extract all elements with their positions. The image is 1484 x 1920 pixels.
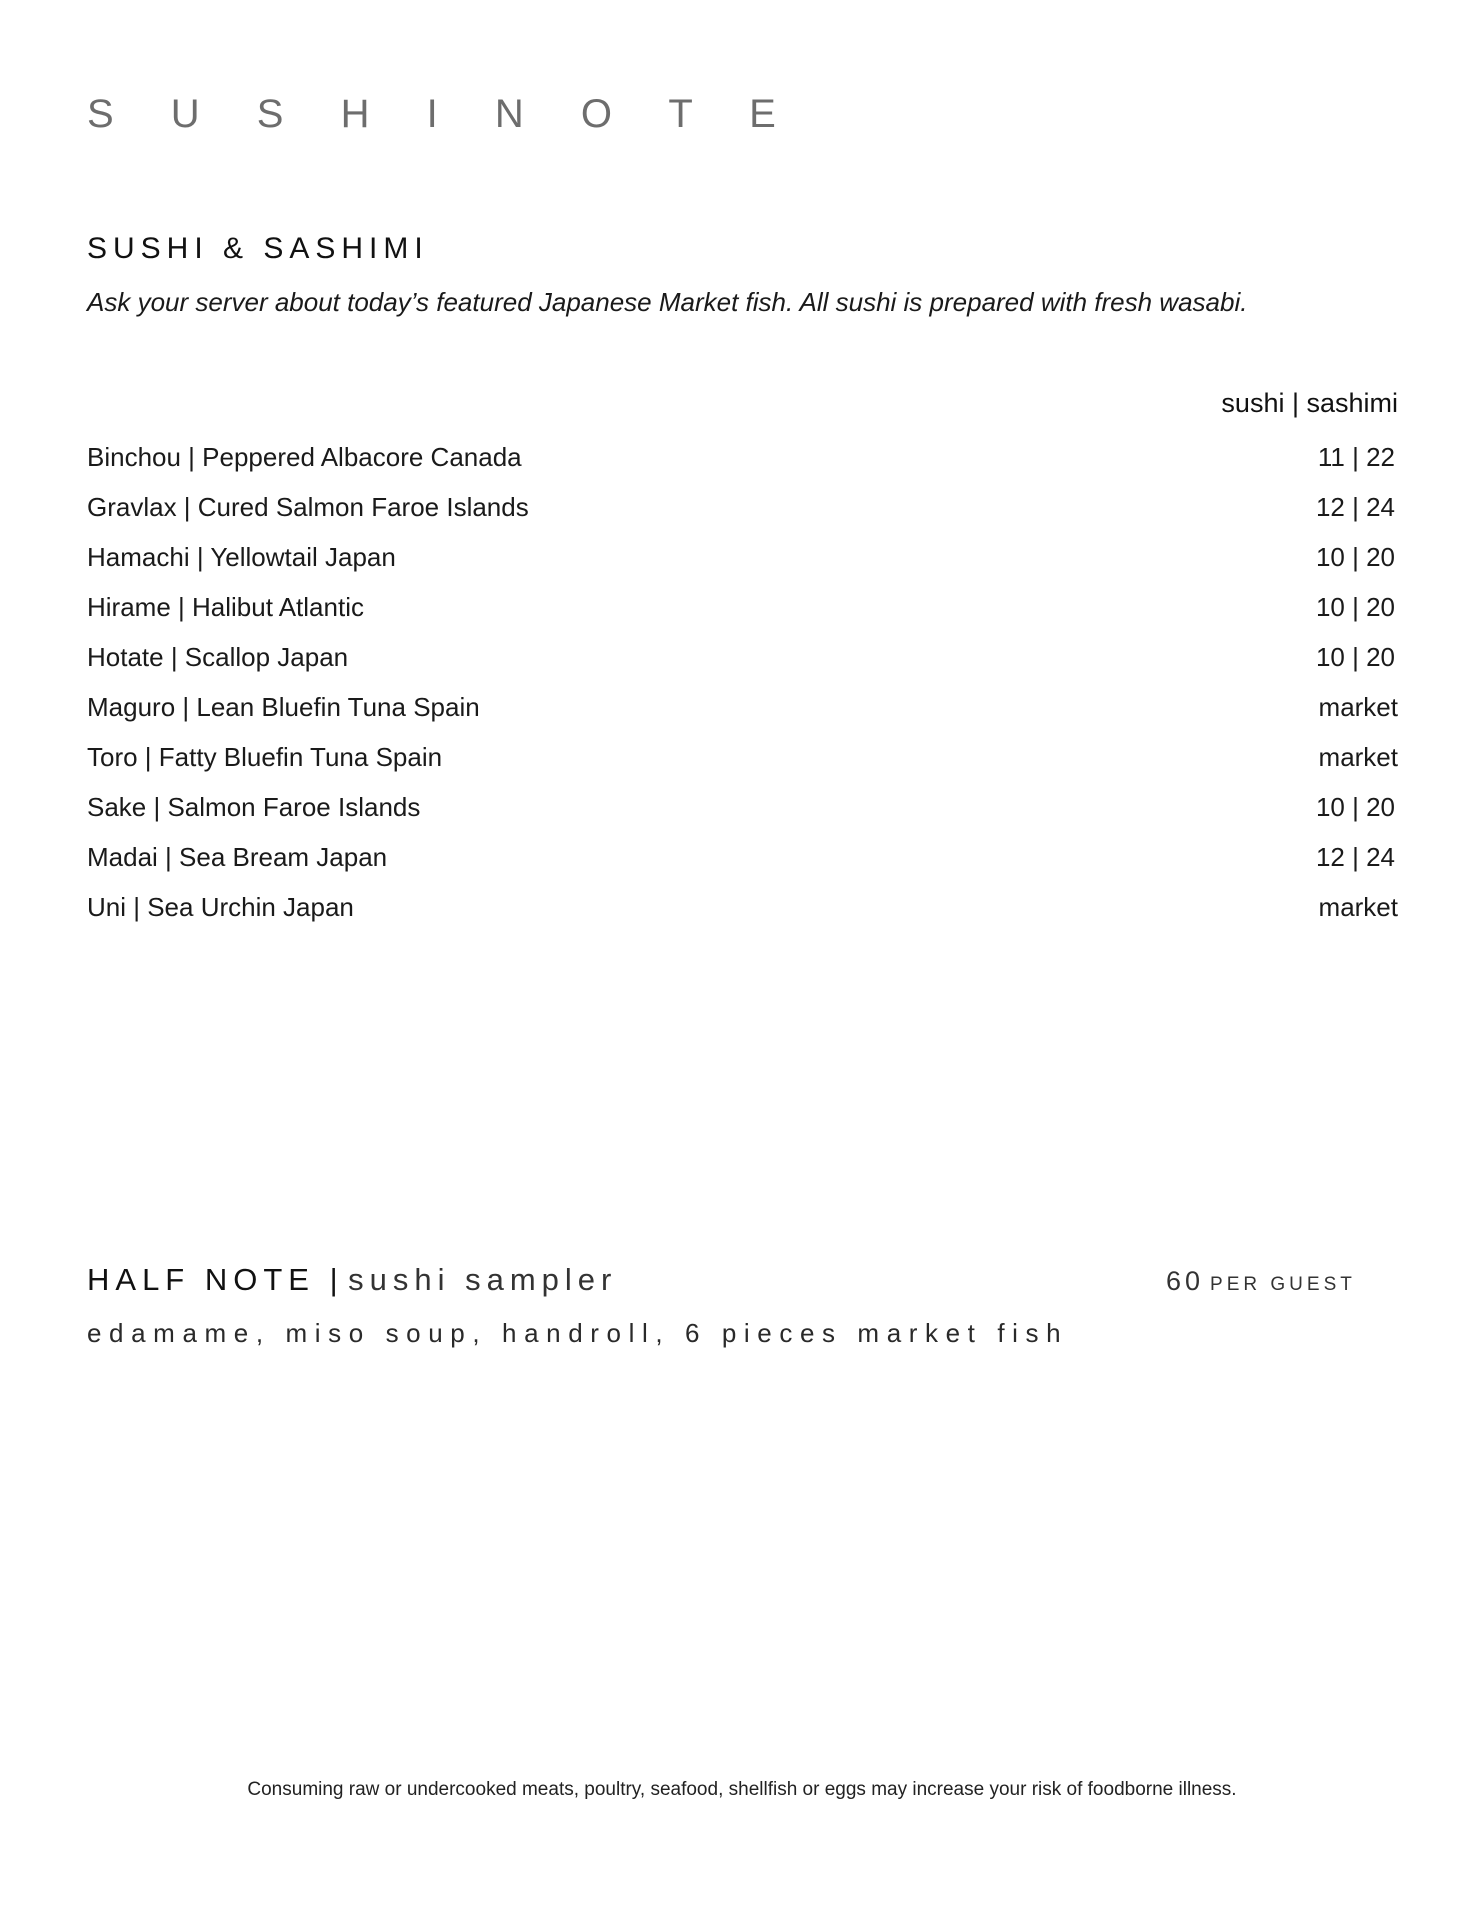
menu-item-price: 12 | 24 [1315,491,1395,522]
menu-item-name: Hamachi | Yellowtail Japan [87,541,396,572]
menu-item-price: 10 | 20 [1315,591,1395,622]
menu-item-price: 11 | 22 [1317,441,1395,472]
menu-item-name: Toro | Fatty Bluefin Tuna Spain [87,741,443,772]
health-disclaimer: Consuming raw or undercooked meats, poultry, seafood, shellfish or eggs may increase your risk of foodborne illness. [247,1779,1237,1800]
menu-item [87,782,1398,832]
menu-item [87,732,1398,782]
menu-item-name: Gravlax | Cured Salmon Faroe Islands [87,491,529,522]
sampler-title: HALF NOTE | [87,1262,344,1297]
menu-item-price: 10 | 20 [1315,791,1395,822]
sampler-price-amount: 60 [1166,1266,1205,1296]
menu-item-name: Maguro | Lean Bluefin Tuna Spain [87,691,480,722]
menu-item [87,432,1398,482]
menu-item [87,832,1398,882]
menu-item [87,582,1398,632]
sampler-description: edamame, miso soup, handroll, 6 pieces market fish [87,1318,1069,1348]
menu-item-name: Madai | Sea Bream Japan [87,841,388,872]
menu-item-name: Hotate | Scallop Japan [87,641,349,672]
section-note: Ask your server about today’s featured Japanese Market fish. All sushi is prepared with fresh wasabi. [87,287,1248,317]
menu-item-price: 10 | 20 [1315,541,1395,572]
price-column-header: sushi | sashimi [1221,388,1398,418]
sampler-heading [87,1262,617,1298]
sampler-subtitle: sushi sampler [348,1262,618,1297]
menu-item-price: market [1318,891,1398,922]
menu-item [87,532,1398,582]
section-title: SUSHI & SASHIMI [87,232,429,265]
menu-item-name: Hirame | Halibut Atlantic [87,591,364,622]
sampler-price-unit: PER GUEST [1210,1274,1356,1295]
menu-item-price: 12 | 24 [1315,841,1395,872]
menu-item-name: Sake | Salmon Faroe Islands [87,791,421,822]
menu-item-price: 10 | 20 [1315,641,1395,672]
menu-item-list [87,432,1398,932]
menu-item-price: market [1318,741,1398,772]
sampler-price [1166,1266,1356,1297]
menu-item-name: Uni | Sea Urchin Japan [87,891,354,922]
menu-item-name: Binchou | Peppered Albacore Canada [87,441,522,472]
menu-item-price: market [1318,691,1398,722]
menu-item [87,682,1398,732]
restaurant-name: S U S H I N O T E [87,92,799,136]
menu-item [87,482,1398,532]
menu-item [87,882,1398,932]
menu-item [87,632,1398,682]
